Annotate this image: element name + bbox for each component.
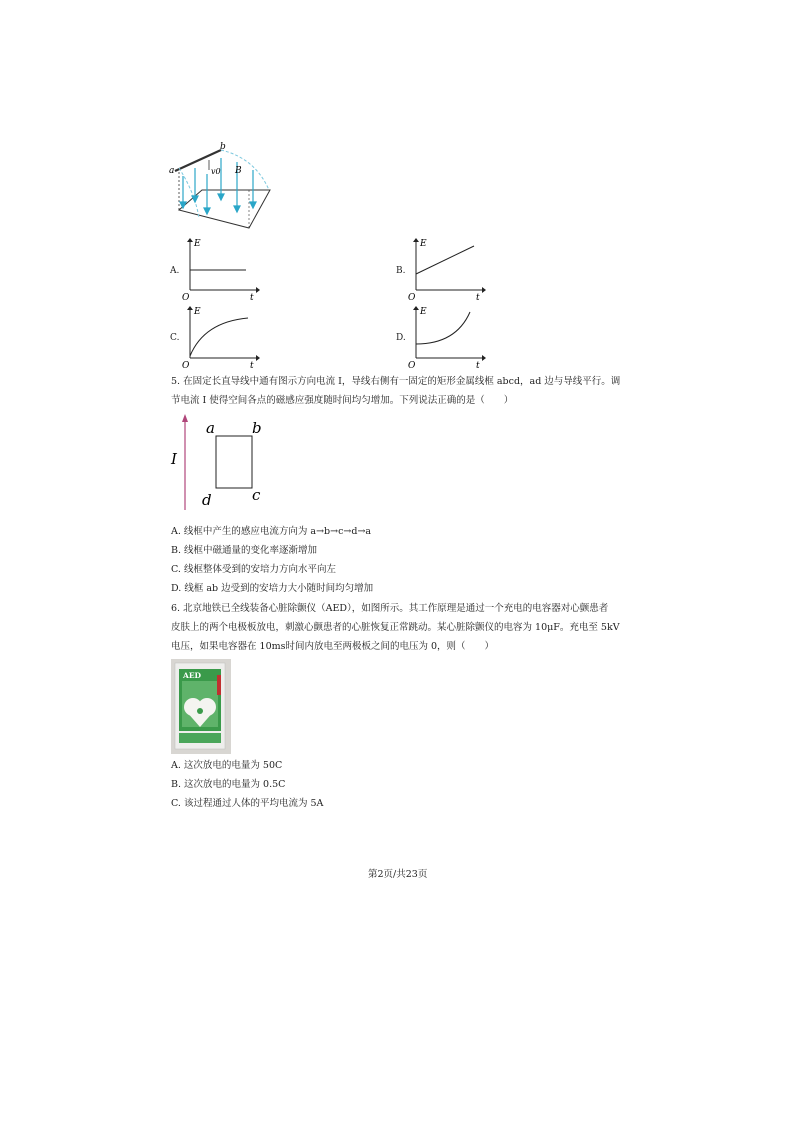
aed-label: AED: [183, 671, 202, 680]
label-b: b: [220, 142, 226, 152]
origin-label: O: [182, 361, 190, 370]
trajectory-arc: [221, 150, 269, 190]
curve-linear: [416, 246, 474, 274]
origin-label: O: [182, 293, 190, 302]
q6-stem-line1: 6. 北京地铁已全线装备心脏除颤仪（AED），如图所示。其工作原理是通过一个充电的电容器对心颤患者: [171, 603, 609, 614]
axis-y-label: E: [420, 239, 427, 249]
origin-label: O: [408, 293, 416, 302]
label-b: b: [252, 419, 262, 437]
label-I: I: [171, 450, 177, 468]
option-b-letter: B.: [396, 266, 406, 276]
axis-y-label: E: [194, 239, 201, 249]
q5-option-d: D. 线框 ab 边受到的安培力大小随时间均匀增加: [171, 583, 374, 594]
rail-field-figure: [165, 138, 280, 233]
graph-option-b: [406, 236, 486, 302]
q6-option-b: B. 这次放电的电量为 0.5C: [171, 779, 286, 790]
option-d-letter: D.: [396, 333, 406, 343]
option-a-letter: A.: [170, 266, 180, 276]
q6-stem-line3: 电压，如果电容器在 10ms时间内放电至两极板之间的电压为 0，则（ ）: [171, 641, 495, 652]
page-number: 第2页/共23页: [368, 869, 428, 880]
origin-label: O: [408, 361, 416, 370]
q5-option-b: B. 线框中磁通量的变化率逐渐增加: [171, 545, 318, 556]
axis-x-label: t: [250, 361, 254, 370]
q6-stem-line2: 皮肤上的两个电极板放电，刺激心颤患者的心脏恢复正常跳动。某心脏除颤仪的电容为 10μF。充电至 5kV: [171, 622, 620, 633]
current-arrow: [182, 414, 188, 422]
aed-photo: [171, 659, 231, 754]
q5-stem-line1: 5. 在固定长直导线中通有图示方向电流 I，导线右侧有一固定的矩形金属线框 abcd，ad 边与导线平行。调: [171, 376, 621, 387]
label-c: c: [252, 486, 261, 504]
q6-option-c: C. 该过程通过人体的平均电流为 5A: [171, 798, 324, 809]
label-d: d: [202, 491, 212, 509]
label-v0: v0: [211, 167, 221, 176]
rectangular-loop: [216, 436, 252, 488]
graph-option-d: [406, 304, 486, 370]
axis-y-label: E: [420, 307, 427, 317]
wire-loop-figure: [168, 412, 278, 512]
axis-x-label: t: [250, 293, 254, 302]
axis-x-label: t: [476, 293, 480, 302]
q5-option-c: C. 线框整体受到的安培力方向水平向左: [171, 564, 336, 575]
q6-option-a: A. 这次放电的电量为 50C: [171, 760, 283, 771]
axis-y-label: E: [194, 307, 201, 317]
axis-x-label: t: [476, 361, 480, 370]
label-B: B: [235, 166, 242, 176]
graph-option-a: [180, 236, 260, 302]
q5-stem-line2: 节电流 I 使得空间各点的磁感应强度随时间均匀增加。下列说法正确的是（ ）: [171, 395, 514, 406]
graph-option-c: [180, 304, 260, 370]
label-a: a: [169, 166, 175, 176]
curve-saturating: [190, 318, 248, 356]
label-a: a: [206, 419, 215, 437]
q5-option-a: A. 线框中产生的感应电流方向为 a→b→c→d→a: [171, 526, 372, 537]
option-c-letter: C.: [170, 333, 180, 343]
